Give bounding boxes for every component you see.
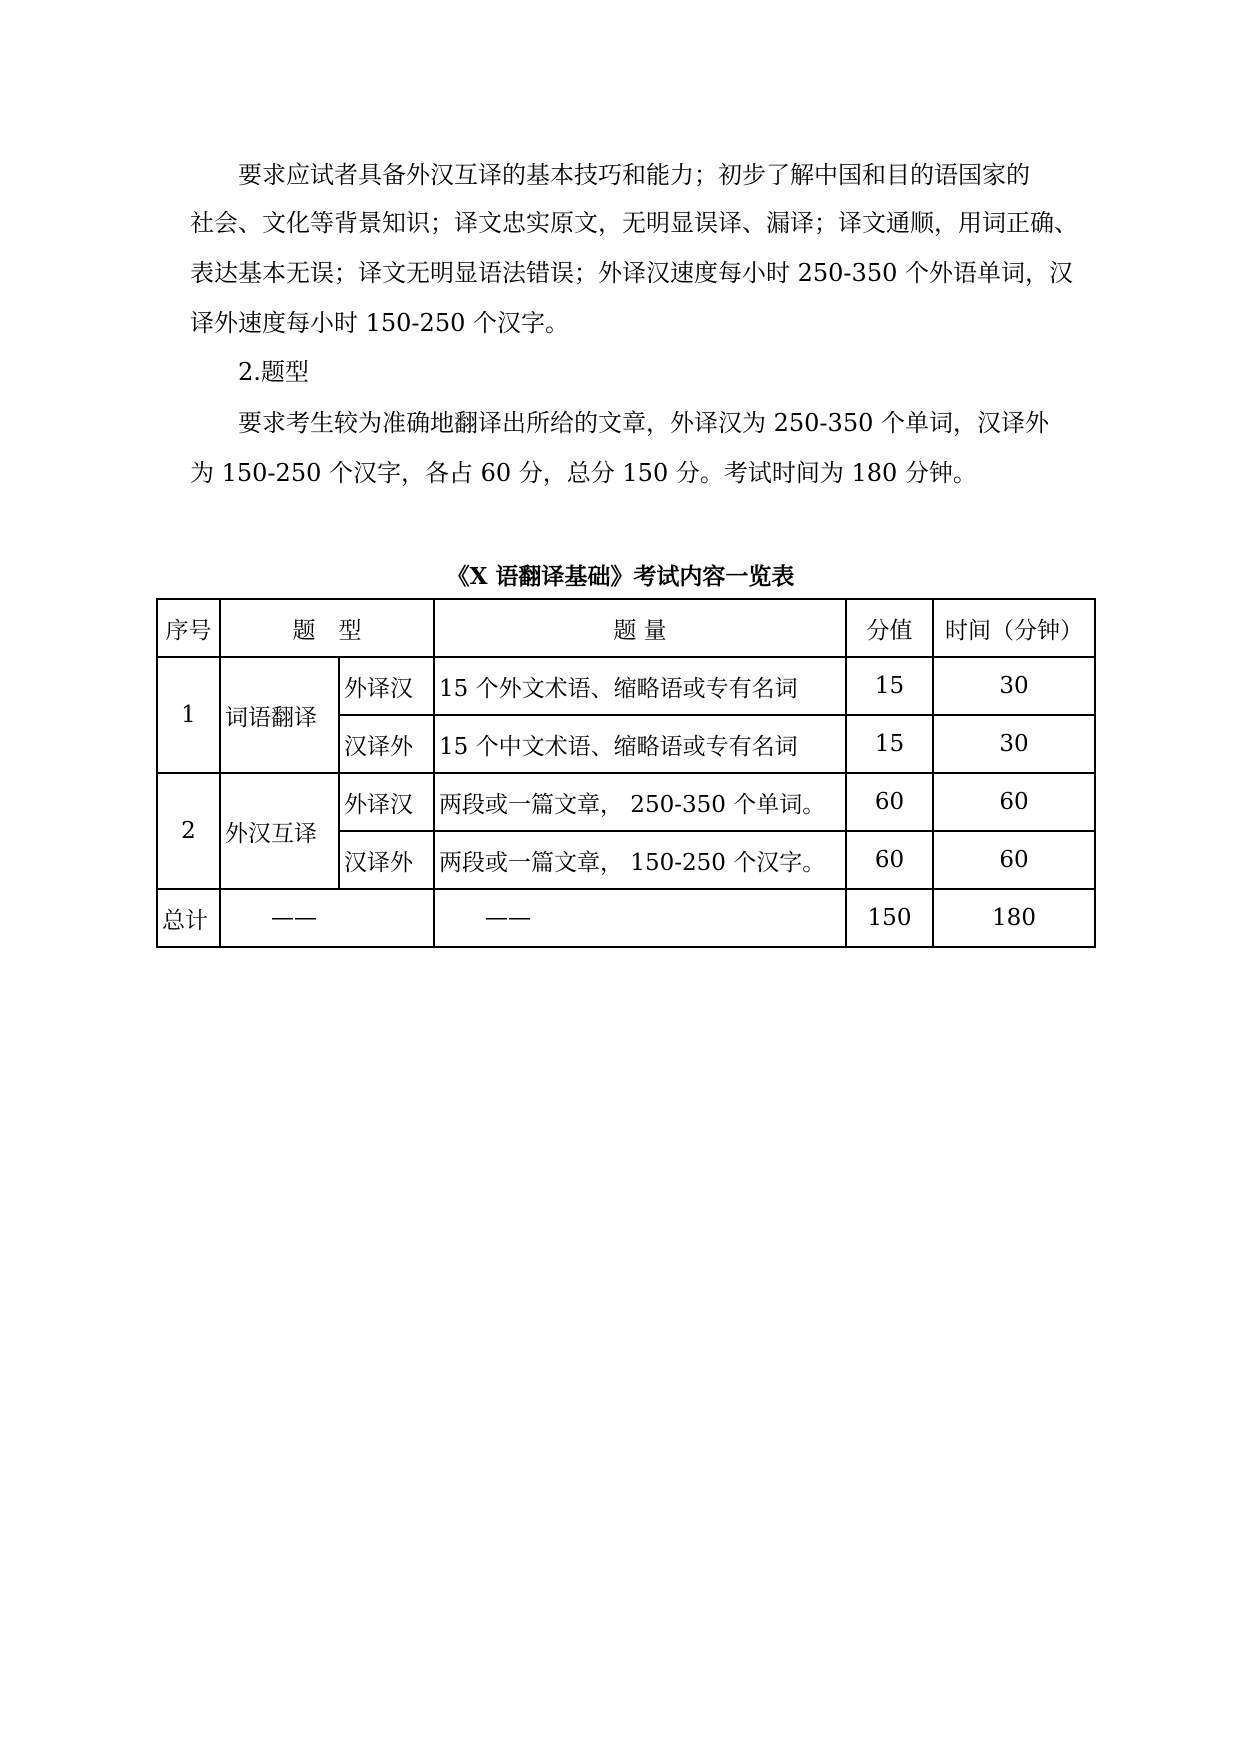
- time: 30: [933, 657, 1095, 715]
- time: 60: [933, 773, 1095, 831]
- table-header-row: [157, 599, 1095, 657]
- table-title: 《X 语翻译基础》考试内容一览表: [446, 563, 795, 590]
- total-content: ——: [434, 889, 846, 947]
- total-row: [157, 889, 1095, 947]
- sub-type: 汉译外: [339, 715, 434, 773]
- time: 60: [933, 831, 1095, 889]
- total-label: 总计: [157, 889, 220, 947]
- question-type: 外汉互译: [220, 773, 339, 889]
- score: 60: [846, 831, 933, 889]
- total-score: 150: [846, 889, 933, 947]
- paragraph-line: 要求应试者具备外汉互译的基本技巧和能力；初步了解中国和目的语国家的: [238, 161, 1030, 189]
- score: 15: [846, 657, 933, 715]
- total-type: ——: [220, 889, 434, 947]
- paragraph-line: 社会、文化等背景知识；译文忠实原文，无明显误译、漏译；译文通顺，用词正确、: [190, 209, 1078, 237]
- header-cell: 题 型: [220, 599, 434, 657]
- paragraph-line: 表达基本无误；译文无明显语法错误；外译汉速度每小时 250-350 个外语单词，汉: [190, 259, 1073, 287]
- score: 60: [846, 773, 933, 831]
- content: 两段或一篇文章， 250-350 个单词。: [434, 773, 846, 831]
- header-cell: 时间（分钟）: [933, 599, 1095, 657]
- total-time: 180: [933, 889, 1095, 947]
- paragraph-line: 要求考生较为准确地翻译出所给的文章，外译汉为 250-350 个单词，汉译外: [238, 409, 1049, 437]
- header-cell: 题 量: [434, 599, 846, 657]
- sub-type: 汉译外: [339, 831, 434, 889]
- question-type: 词语翻译: [220, 657, 339, 773]
- table-row: [157, 773, 1095, 831]
- content: 15 个外文术语、缩略语或专有名词: [434, 657, 846, 715]
- row-number: 2: [157, 773, 220, 889]
- row-number: 1: [157, 657, 220, 773]
- header-cell: 分值: [846, 599, 933, 657]
- sub-type: 外译汉: [339, 657, 434, 715]
- content: 15 个中文术语、缩略语或专有名词: [434, 715, 846, 773]
- header-cell: 序号: [157, 599, 220, 657]
- score: 15: [846, 715, 933, 773]
- content: 两段或一篇文章， 150-250 个汉字。: [434, 831, 846, 889]
- table-row: [157, 657, 1095, 715]
- paragraph-line: 译外速度每小时 150-250 个汉字。: [190, 309, 569, 337]
- exam-content-table: [156, 598, 1096, 948]
- time: 30: [933, 715, 1095, 773]
- section-heading: 2.题型: [238, 358, 309, 386]
- sub-type: 外译汉: [339, 773, 434, 831]
- paragraph-line: 为 150-250 个汉字，各占 60 分，总分 150 分。考试时间为 180 分钟。: [190, 459, 977, 487]
